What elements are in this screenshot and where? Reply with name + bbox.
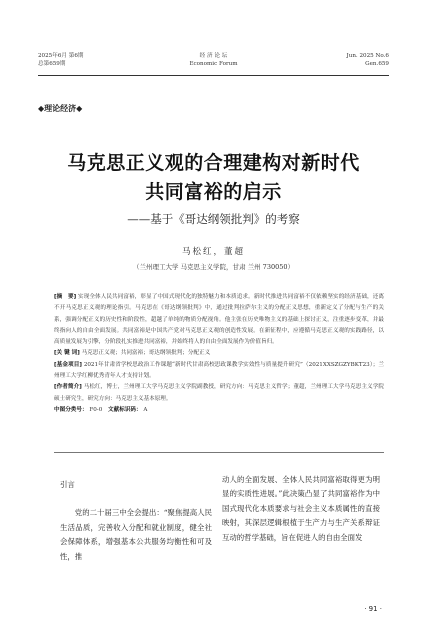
body-text-right: 动人的全面发展、全体人民共同富裕取得更为明显的实质性进展。”此决策凸显了共同富裕作为中国式现代化本质要求与社会主义本质属性的直接映射，其深层逻辑根植于生产力与生产关系辩证互动的哲学基础，旨在促进人的自由全面发	[222, 475, 380, 542]
fund-text: 2021年甘肃省学校思政治工作课题“新时代甘肃高校思政课教学实效性与质量提升研究”（2021XXSZGZYBKT23）；兰州理工大学红柳优秀青年人才支持计划。	[54, 361, 384, 380]
fund-project	[54, 360, 384, 383]
body-column-right	[222, 473, 380, 545]
article-title-line1: 马克思正义观的合理建构对新时代	[67, 152, 360, 174]
header-issue-en: Jun. 2025 No.6	[346, 53, 389, 59]
header-total-issue: 总第659期	[38, 61, 66, 67]
clc-value: F0-0	[89, 406, 103, 413]
body-paragraph-right	[222, 473, 380, 545]
abstract-text: 实现全体人民共同富裕，彰显了中国式现代化的独特魅力和本质追求。新时代推进共同富裕不仅依赖坚实的经济基础，还离不开马克思正义观的理论指引。马克思在《哥达纲领批判》中，通过批判拉萨尔主义的分配正义思想，重新定义了分配与生产的关系，强调分配正义的历史性和阶段性，超越了单纯的物质分配视角。他主张在历史唯物主义的基础上探讨正义，注重逐步变革，并最终指向人的自由全面发展。共同富裕是中国共产党对马克思正义观的创造性发展。在新征程中，应遵循马克思正义观的实践路径，以高质量发展为引擎，分阶段扎实推进共同富裕，并始终将人的自由全面发展作为价值旨归。	[54, 294, 384, 346]
abstract-label: [摘 要]	[54, 294, 77, 300]
doc-code-value: A	[143, 406, 148, 413]
page-number: · 91 ·	[364, 605, 382, 613]
body-text-left: 党的二十届三中全会提出：“聚焦提高人民生活品质，完善收入分配和就业制度，健全社会保障体系，增强基本公共服务均衡性和可及性，推	[60, 508, 212, 561]
author-bio-label: [作者简介]	[54, 384, 82, 391]
clc-label: 中图分类号：	[54, 406, 88, 413]
section-label: ◆理论经济◆	[38, 103, 83, 113]
author-affiliation: （兰州理工大学 马克思主义学院，甘肃 兰州 730050）	[132, 263, 294, 271]
body-paragraph-left	[60, 506, 212, 564]
header-center	[38, 52, 389, 68]
doc-code-label: 文献标识码：	[108, 406, 142, 413]
author-bio-text: 马松红，博士，兰州理工大学马克思主义学院副教授，研究方向：马克思主义哲学；董超，兰州理工大学马克思主义学院硕士研究生，研究方向：马克思主义基本原理。	[54, 384, 384, 402]
article-subtitle: ——基于《哥达纲领批判》的考察	[127, 212, 300, 226]
author-names: 马松红，董超	[181, 247, 245, 257]
running-header	[38, 52, 389, 76]
author-bio	[54, 382, 384, 405]
classification-line	[54, 405, 384, 416]
intro-heading: 引言	[60, 480, 75, 489]
keywords	[54, 348, 384, 359]
body-column-left	[60, 473, 212, 564]
header-right	[346, 52, 389, 68]
header-issue-cn: 2025年6月 第6期	[38, 53, 84, 59]
journal-name-cn: 经 济 论 坛	[199, 53, 228, 59]
header-divider	[38, 75, 389, 76]
abstract-divider	[54, 452, 384, 453]
journal-name-en: Economic Forum	[189, 61, 238, 67]
article-title-line2: 共同富裕的启示	[145, 181, 282, 203]
abstract-block	[54, 292, 384, 416]
abstract	[54, 292, 384, 348]
keywords-text: 马克思正义观；共同富裕；哥达纲领批判；分配正义	[81, 350, 211, 357]
header-gen-number: Gen.659	[365, 61, 389, 67]
fund-label: [基金项目]	[54, 361, 82, 368]
keywords-label: [关 键 词]	[54, 350, 80, 357]
